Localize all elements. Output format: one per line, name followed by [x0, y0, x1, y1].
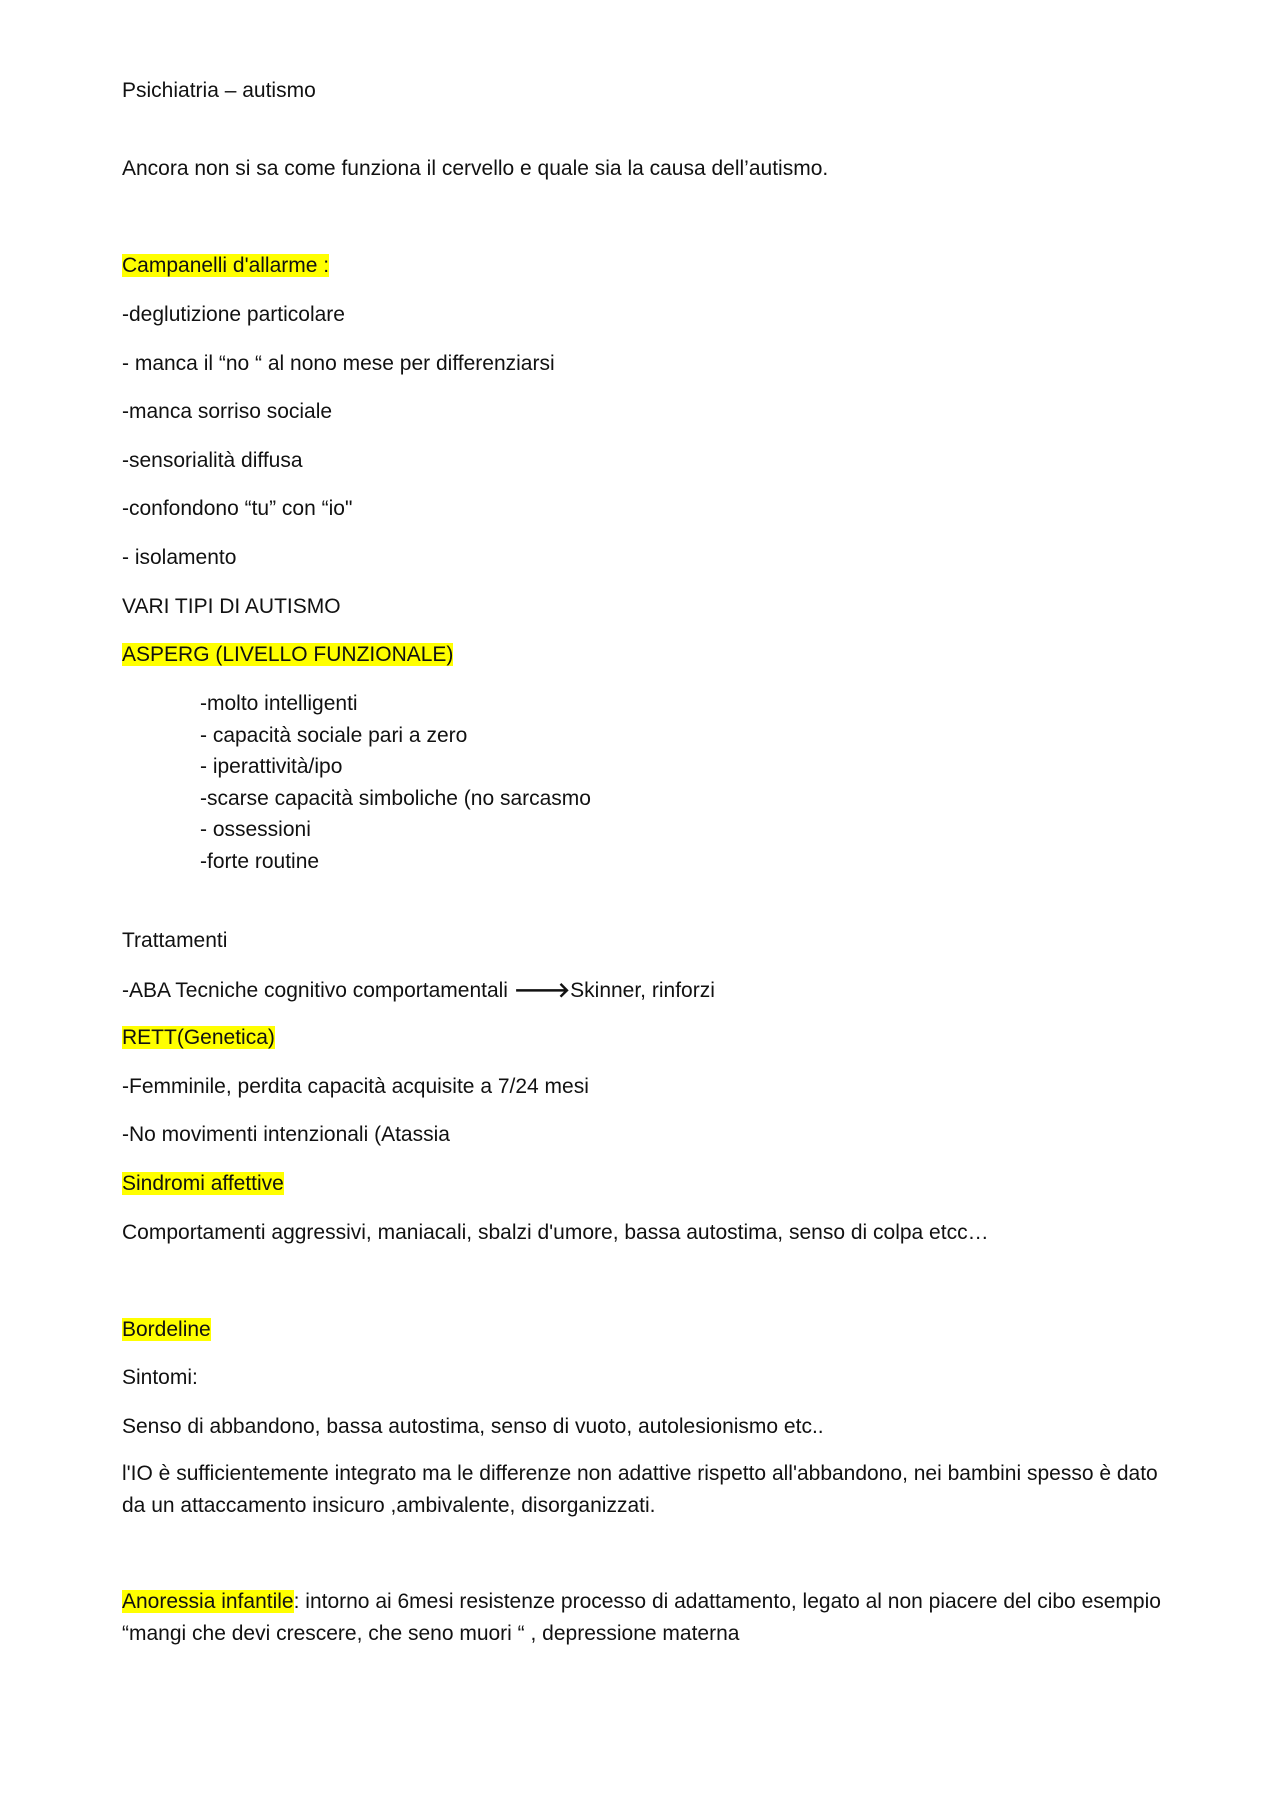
borderline-heading — [122, 1316, 211, 1344]
symptoms-label: Sintomi: — [122, 1366, 198, 1389]
list-item: -deglutizione particolare — [122, 303, 345, 326]
list-item: -molto intelligenti — [200, 692, 358, 715]
aba-text: -ABA Tecniche cognitivo comportamentali — [122, 979, 514, 1002]
list-item: - capacità sociale pari a zero — [200, 724, 468, 747]
list-item: -confondono “tu” con “io" — [122, 497, 353, 520]
anorexia-paragraph — [122, 1586, 1172, 1650]
affective-heading — [122, 1170, 284, 1198]
affective-paragraph: Comportamenti aggressivi, maniacali, sbalzi d'umore, bassa autostima, senso di colpa etcc… — [122, 1221, 989, 1244]
aba-rest: Skinner, rinforzi — [570, 979, 715, 1002]
symptoms-paragraph: Senso di abbandono, bassa autostima, senso di vuoto, autolesionismo etc.. — [122, 1415, 824, 1438]
rett-heading-text: RETT(Genetica) — [122, 1026, 275, 1049]
list-item: -Femminile, perdita capacità acquisite a 7/24 mesi — [122, 1075, 589, 1098]
aba-line — [122, 976, 715, 1005]
intro-paragraph: Ancora non si sa come funziona il cervello e quale sia la causa dell’autismo. — [122, 157, 829, 180]
anorexia-heading-text: Anoressia infantile — [122, 1590, 294, 1613]
alarm-heading — [122, 252, 329, 280]
document-title: Psichiatria – autismo — [122, 79, 316, 102]
list-item: -scarse capacità simboliche (no sarcasmo — [200, 787, 591, 810]
asperg-heading-text: ASPERG (LIVELLO FUNZIONALE) — [122, 643, 454, 666]
list-item: -No movimenti intenzionali (Atassia — [122, 1123, 450, 1146]
arrow-right-icon: 🡒 — [513, 978, 571, 1002]
alarm-heading-text: Campanelli d'allarme : — [122, 254, 330, 277]
types-heading: VARI TIPI DI AUTISMO — [122, 595, 341, 618]
list-item: -forte routine — [200, 850, 320, 873]
list-item: - iperattività/ipo — [200, 755, 343, 778]
list-item: -sensorialità diffusa — [122, 449, 303, 472]
io-paragraph: l'IO è sufficientemente integrato ma le differenze non adattive rispetto all'abbandono, nei bambini spesso è dato da un attaccamento insicuro ,ambivalente, disorganizzati. — [122, 1462, 1158, 1517]
borderline-heading-text: Bordeline — [122, 1318, 211, 1341]
list-item: - ossessioni — [200, 818, 311, 841]
asperg-heading — [122, 641, 453, 669]
rett-heading — [122, 1024, 275, 1052]
affective-heading-text: Sindromi affettive — [122, 1172, 284, 1195]
anorexia-text: : intorno ai 6mesi resistenze processo di adattamento, legato al non piacere del cibo esempio “mangi che devi crescere, che seno muori “ , depressione materna — [122, 1590, 1161, 1645]
list-item: -manca sorriso sociale — [122, 400, 333, 423]
list-item: - manca il “no “ al nono mese per differenziarsi — [122, 352, 555, 375]
treatments-heading: Trattamenti — [122, 929, 228, 952]
list-item: - isolamento — [122, 546, 237, 569]
